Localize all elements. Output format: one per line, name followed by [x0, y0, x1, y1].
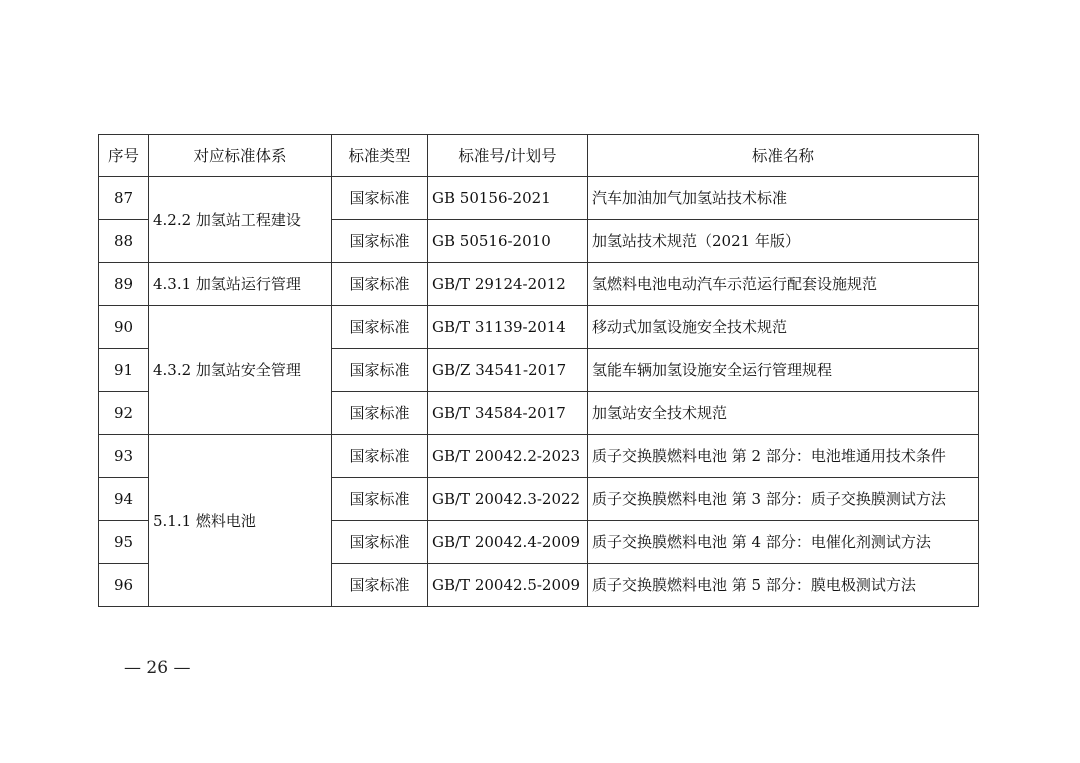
row-name: 质子交换膜燃料电池 第 4 部分：电催化剂测试方法: [588, 521, 979, 564]
table-row: [99, 306, 979, 349]
header-standard-type: 标准类型: [332, 135, 428, 177]
row-code: GB/T 20042.4-2009: [428, 521, 588, 564]
row-code: GB/T 29124-2012: [428, 263, 588, 306]
row-number: 96: [99, 564, 149, 607]
row-code: GB/T 34584-2017: [428, 392, 588, 435]
row-number: 87: [99, 177, 149, 220]
row-name: 质子交换膜燃料电池 第 5 部分：膜电极测试方法: [588, 564, 979, 607]
row-code: GB/T 20042.5-2009: [428, 564, 588, 607]
row-code: GB/T 20042.2-2023: [428, 435, 588, 478]
row-system: 4.2.2 加氢站工程建设: [149, 177, 332, 263]
row-type: 国家标准: [332, 263, 428, 306]
row-code: GB/T 20042.3-2022: [428, 478, 588, 521]
row-name: 移动式加氢设施安全技术规范: [588, 306, 979, 349]
table-row: [99, 177, 979, 220]
header-serial-no: 序号: [99, 135, 149, 177]
row-number: 92: [99, 392, 149, 435]
row-type: 国家标准: [332, 392, 428, 435]
row-type: 国家标准: [332, 349, 428, 392]
row-number: 89: [99, 263, 149, 306]
row-system: 4.3.1 加氢站运行管理: [149, 263, 332, 306]
row-type: 国家标准: [332, 564, 428, 607]
row-type: 国家标准: [332, 521, 428, 564]
row-type: 国家标准: [332, 306, 428, 349]
row-code: GB/T 31139-2014: [428, 306, 588, 349]
row-code: GB 50156-2021: [428, 177, 588, 220]
table-row: [99, 263, 979, 306]
row-number: 95: [99, 521, 149, 564]
row-number: 94: [99, 478, 149, 521]
row-type: 国家标准: [332, 435, 428, 478]
row-name: 氢能车辆加氢设施安全运行管理规程: [588, 349, 979, 392]
row-number: 88: [99, 220, 149, 263]
row-type: 国家标准: [332, 478, 428, 521]
standards-table: [98, 134, 979, 607]
row-name: 氢燃料电池电动汽车示范运行配套设施规范: [588, 263, 979, 306]
row-name: 加氢站技术规范（2021 年版）: [588, 220, 979, 263]
row-number: 90: [99, 306, 149, 349]
table-row: [99, 435, 979, 478]
row-name: 加氢站安全技术规范: [588, 392, 979, 435]
row-type: 国家标准: [332, 177, 428, 220]
header-standard-code: 标准号/计划号: [428, 135, 588, 177]
row-type: 国家标准: [332, 220, 428, 263]
row-name: 质子交换膜燃料电池 第 2 部分：电池堆通用技术条件: [588, 435, 979, 478]
header-standard-system: 对应标准体系: [149, 135, 332, 177]
row-code: GB 50516-2010: [428, 220, 588, 263]
row-code: GB/Z 34541-2017: [428, 349, 588, 392]
row-name: 质子交换膜燃料电池 第 3 部分：质子交换膜测试方法: [588, 478, 979, 521]
row-system: 4.3.2 加氢站安全管理: [149, 306, 332, 435]
page-number: — 26 —: [124, 658, 191, 678]
row-number: 91: [99, 349, 149, 392]
table-header-row: [99, 135, 979, 177]
row-system: 5.1.1 燃料电池: [149, 435, 332, 607]
row-number: 93: [99, 435, 149, 478]
row-name: 汽车加油加气加氢站技术标准: [588, 177, 979, 220]
header-standard-name: 标准名称: [588, 135, 979, 177]
